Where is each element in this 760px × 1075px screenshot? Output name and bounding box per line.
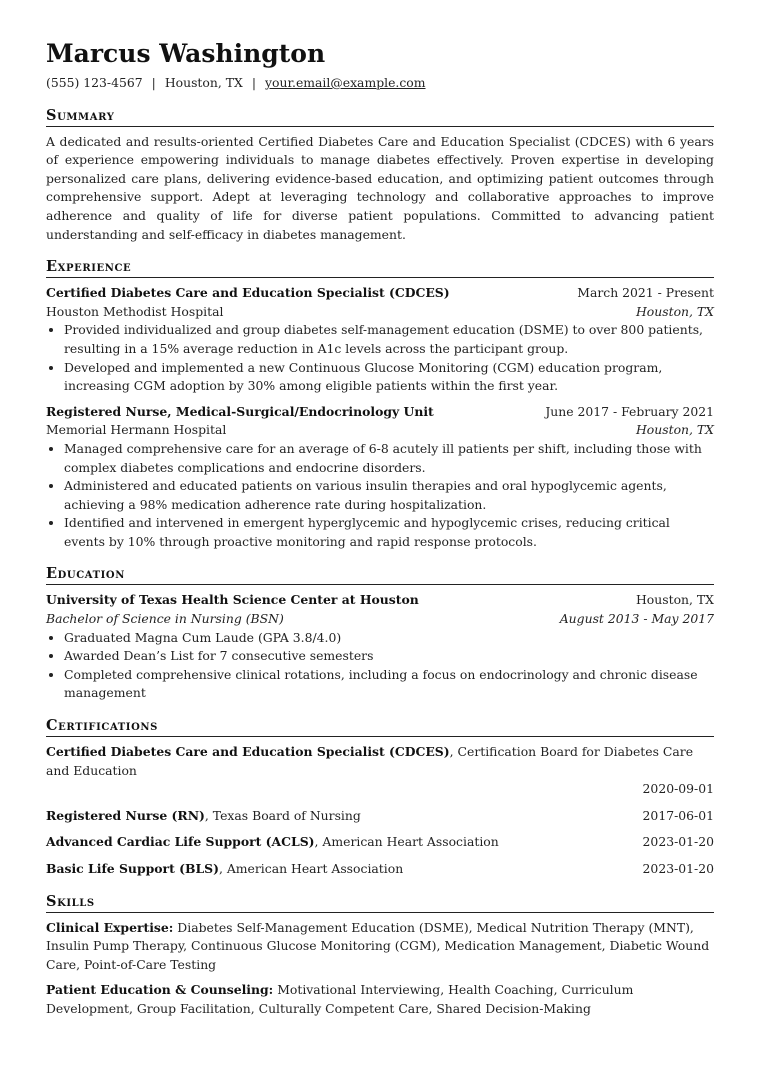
certification-issuer: , Texas Board of Nursing: [204, 807, 361, 823]
location: Houston, TX: [164, 75, 243, 90]
contact-line: [46, 74, 714, 93]
certification-name: Certified Diabetes Care and Education Specialist (CDCES): [46, 744, 450, 760]
employer: Memorial Hermann Hospital: [46, 422, 227, 438]
education-bullet: • Completed comprehensive clinical rotations, including a focus on endocrinology and chronic disease management: [64, 666, 714, 703]
experience-heading: Experience: [46, 258, 714, 278]
certification-name: Basic Life Support (BLS): [46, 861, 219, 876]
job-dates: March 2021 - Present: [577, 285, 714, 301]
education-dates: August 2013 - May 2017: [559, 611, 714, 627]
contact-separator: |: [251, 75, 257, 90]
school-location: Houston, TX: [636, 592, 714, 608]
job-location: Houston, TX: [636, 422, 714, 438]
education-bullet: • Graduated Magna Cum Laude (GPA 3.8/4.0): [64, 629, 714, 648]
job-bullet: • Administered and educated patients on various insulin therapies and oral hypoglycemic agents, achieving a 98% medication adherence rate during hospitalization.: [64, 477, 714, 514]
certifications-heading: Certifications: [46, 717, 714, 737]
summary-text: A dedicated and results-oriented Certified Diabetes Care and Education Specialist (CDCES) with 6 years of experience empowering individuals to manage diabetes effectively. Proven expertise in developing personalized care plans, delivering evidence-based education, and optimizing patient outcomes through comprehensive support. Adept at leveraging technology and collaborative approaches to improve adherence and quality of life for diverse patient populations. Committed to advancing patient understanding and self-efficacy in diabetes management.: [46, 133, 714, 242]
job-dates: June 2017 - February 2021: [545, 403, 714, 419]
job-bullet: • Developed and implemented a new Continuous Glucose Monitoring (CGM) education program, increasing CGM adoption by 30% among eligible patients within the first year.: [64, 359, 714, 396]
certification-date: 2020-09-01: [642, 781, 714, 797]
job-entry: [46, 403, 714, 552]
job-bullet: • Identified and intervened in emergent hyperglycemic and hypoglycemic crises, reducing critical events by 10% through proactive monitoring and rapid response protocols.: [64, 514, 714, 551]
certification-issuer: , American Heart Association: [314, 834, 499, 850]
certification-entry: [46, 860, 714, 879]
skill-list: Diabetes Self-Management Education (DSME), Medical Nutrition Therapy (MNT), Insulin Pump Therapy, Continuous Glucose Monitoring (CGM), Medication Management, Diabetic Wound Care, Point-of-Care Testing: [46, 919, 710, 972]
job-bullets: [46, 321, 714, 395]
certification-date: 2017-06-01: [642, 807, 714, 823]
degree: Bachelor of Science in Nursing (BSN): [46, 611, 284, 627]
school-name: University of Texas Health Science Center at Houston: [46, 592, 419, 608]
job-bullet: • Provided individualized and group diabetes self-management education (DSME) to over 800 patients, resulting in a 15% average reduction in A1c levels across the participant group.: [64, 321, 714, 358]
education-heading: Education: [46, 565, 714, 585]
job-title: Registered Nurse, Medical-Surgical/Endocrinology Unit: [46, 403, 434, 419]
contact-separator: |: [151, 75, 156, 90]
resume-page: [46, 38, 714, 1026]
skill-category: Clinical Expertise:: [46, 919, 174, 935]
certification-name: Registered Nurse (RN): [46, 807, 205, 823]
education-bullets: [46, 629, 714, 703]
certification-entry: [46, 807, 714, 826]
skill-group: [46, 919, 714, 975]
job-bullets: [46, 440, 714, 552]
skill-group: [46, 981, 714, 1018]
skill-list: Motivational Interviewing, Health Coaching, Curriculum Development, Group Facilitation, Culturally Competent Care, Shared Decision-Making: [46, 982, 634, 1016]
certification-issuer: , Certification Board for Diabetes Care and Education: [46, 744, 694, 778]
job-title: Certified Diabetes Care and Education Specialist (CDCES): [46, 285, 450, 301]
certification-entry: [46, 833, 714, 852]
certification-date: 2023-01-20: [642, 834, 714, 850]
education-bullet: • Awarded Dean’s List for 7 consecutive semesters: [64, 647, 714, 666]
certification-name: Advanced Cardiac Life Support (ACLS): [46, 834, 315, 850]
certification-date: 2023-01-20: [642, 861, 714, 876]
summary-heading: Summary: [46, 107, 714, 127]
certification-issuer: , American Heart Association: [218, 861, 404, 876]
candidate-name: Marcus Washington: [46, 39, 326, 68]
certification-entry: [46, 743, 714, 799]
phone-number: (555) 123-4567: [46, 75, 143, 90]
job-bullet: • Managed comprehensive care for an average of 6-8 acutely ill patients per shift, including those with complex diabetes complications and endocrine disorders.: [64, 440, 714, 477]
job-entry: [46, 284, 714, 396]
email-link[interactable]: your.email@example.com: [265, 75, 426, 90]
job-location: Houston, TX: [636, 303, 714, 319]
skill-category: Patient Education & Counseling:: [46, 982, 274, 998]
employer: Houston Methodist Hospital: [46, 303, 224, 319]
skills-heading: Skills: [46, 893, 714, 913]
